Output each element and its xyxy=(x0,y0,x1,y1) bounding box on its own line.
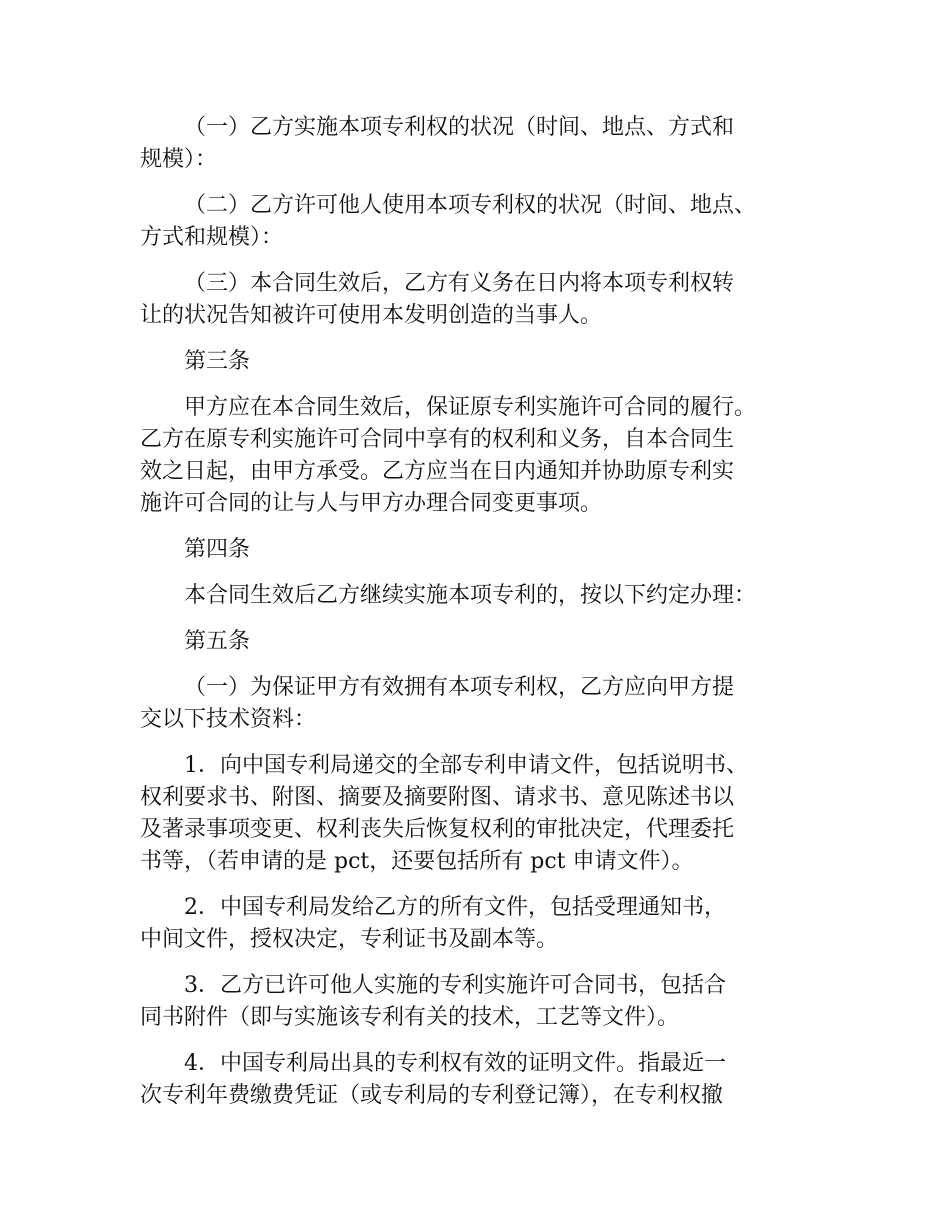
article-heading-4 xyxy=(140,534,820,566)
paragraph-1 xyxy=(140,112,820,176)
paragraph-line: 4．中国专利局出具的专利权有效的证明文件。指最近一 xyxy=(184,1051,726,1076)
paragraph-line: 次专利年费缴费凭证（或专利局的专利登记簿），在专利权撤 xyxy=(140,1083,724,1108)
paragraph-line: （一）为保证甲方有效拥有本项专利权，乙方应向甲方提 xyxy=(184,675,735,700)
paragraph-line: 交以下技术资料： xyxy=(140,707,317,732)
paragraph-line: 施许可合同的让与人与甲方办理合同变更事项。 xyxy=(140,491,603,516)
paragraph-line: 1．向中国专利局递交的全部专利申请文件，包括说明书、 xyxy=(184,753,748,778)
paragraph-line: 3．乙方已许可他人实施的专利实施许可合同书，包括合 xyxy=(184,973,726,998)
paragraph-7 xyxy=(140,580,820,612)
paragraph-line: 规模）： xyxy=(140,147,218,172)
paragraph-line: 乙方在原专利实施许可合同中享有的权利和义务，自本合同生 xyxy=(140,427,735,452)
paragraph-3 xyxy=(140,268,820,332)
paragraph-line: （三）本合同生效后，乙方有义务在日内将本项专利权转 xyxy=(184,271,735,296)
paragraph-line: 方式和规模）： xyxy=(140,225,284,250)
paragraph-5 xyxy=(140,392,820,520)
paragraph-line: 同书附件（即与实施该专利有关的技术，工艺等文件）。 xyxy=(140,1005,680,1030)
paragraph-2 xyxy=(140,190,820,254)
paragraph-line: 本合同生效后乙方继续实施本项专利的，按以下约定办理： xyxy=(184,583,757,608)
heading-text: 第三条 xyxy=(184,349,251,374)
paragraph-line: 书等，（若申请的是 pct，还要包括所有 pct 申请文件）。 xyxy=(140,849,694,874)
document-body xyxy=(140,112,820,1126)
paragraph-line: （二）乙方许可他人使用本项专利权的状况（时间、地点、 xyxy=(184,193,757,218)
heading-text: 第五条 xyxy=(184,629,251,654)
paragraph-line: 效之日起，由甲方承受。乙方应当在日内通知并协助原专利实 xyxy=(140,459,735,484)
paragraph-line: 2．中国专利局发给乙方的所有文件，包括受理通知书， xyxy=(184,895,726,920)
paragraph-line: 及著录事项变更、权利丧失后恢复权利的审批决定，代理委托 xyxy=(140,817,735,842)
paragraph-line: 中间文件，授权决定，专利证书及副本等。 xyxy=(140,927,559,952)
paragraph-line: 权利要求书、附图、摘要及摘要附图、请求书、意见陈述书以 xyxy=(140,785,735,810)
paragraph-12 xyxy=(140,970,820,1034)
paragraph-11 xyxy=(140,892,820,956)
paragraph-line: 让的状况告知被许可使用本发明创造的当事人。 xyxy=(140,303,603,328)
paragraph-10 xyxy=(140,750,820,878)
paragraph-9 xyxy=(140,672,820,736)
paragraph-line: 甲方应在本合同生效后，保证原专利实施许可合同的履行。 xyxy=(184,395,757,420)
article-heading-5 xyxy=(140,626,820,658)
paragraph-13 xyxy=(140,1048,820,1112)
heading-text: 第四条 xyxy=(184,537,251,562)
paragraph-line: （一）乙方实施本项专利权的状况（时间、地点、方式和 xyxy=(184,115,735,140)
article-heading-3 xyxy=(140,346,820,378)
